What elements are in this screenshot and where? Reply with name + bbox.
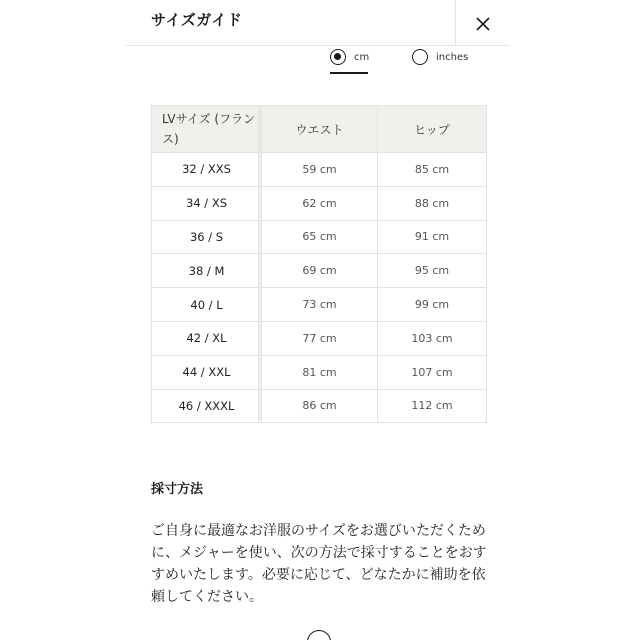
modal-header bbox=[125, 0, 510, 46]
circle-icon[interactable] bbox=[307, 630, 331, 640]
waist-cell: 62 cm bbox=[262, 186, 378, 220]
hip-cell: 99 cm bbox=[378, 288, 487, 322]
header-size: LVサイズ (フランス) bbox=[152, 106, 262, 153]
header-hip: ヒップ bbox=[378, 106, 487, 153]
hip-cell: 103 cm bbox=[378, 321, 487, 355]
page-title: サイズガイド bbox=[151, 11, 243, 29]
size-cell: 44 / XXL bbox=[152, 355, 262, 389]
table-row bbox=[152, 220, 487, 254]
size-cell: 38 / M bbox=[152, 254, 262, 288]
header-divider bbox=[455, 0, 456, 46]
selected-underline bbox=[330, 72, 368, 74]
unit-option-inches[interactable] bbox=[412, 48, 472, 74]
hip-cell: 95 cm bbox=[378, 254, 487, 288]
close-button[interactable] bbox=[465, 6, 501, 42]
table-row bbox=[152, 389, 487, 423]
table-row bbox=[152, 355, 487, 389]
hip-cell: 88 cm bbox=[378, 186, 487, 220]
unit-option-cm[interactable] bbox=[330, 48, 368, 74]
waist-cell: 77 cm bbox=[262, 321, 378, 355]
table-row bbox=[152, 321, 487, 355]
size-cell: 40 / L bbox=[152, 288, 262, 322]
waist-cell: 86 cm bbox=[262, 389, 378, 423]
table-header-row bbox=[152, 106, 487, 153]
hip-cell: 91 cm bbox=[378, 220, 487, 254]
size-table bbox=[151, 105, 487, 423]
waist-cell: 81 cm bbox=[262, 355, 378, 389]
radio-checked-icon[interactable] bbox=[330, 49, 346, 65]
unit-label-cm: cm bbox=[354, 52, 370, 63]
unit-label-inches: inches bbox=[436, 52, 469, 63]
size-cell: 42 / XL bbox=[152, 321, 262, 355]
size-cell: 34 / XS bbox=[152, 186, 262, 220]
waist-cell: 73 cm bbox=[262, 288, 378, 322]
size-cell: 32 / XXS bbox=[152, 153, 262, 187]
table-row bbox=[152, 254, 487, 288]
measure-section-title: 採寸方法 bbox=[151, 482, 204, 497]
sticky-column-shadow bbox=[258, 105, 263, 421]
close-icon bbox=[476, 17, 490, 31]
radio-unchecked-icon[interactable] bbox=[412, 49, 428, 65]
hip-cell: 107 cm bbox=[378, 355, 487, 389]
waist-cell: 65 cm bbox=[262, 220, 378, 254]
header-waist: ウエスト bbox=[262, 106, 378, 153]
hip-cell: 85 cm bbox=[378, 153, 487, 187]
table-row bbox=[152, 153, 487, 187]
size-cell: 36 / S bbox=[152, 220, 262, 254]
table-row bbox=[152, 288, 487, 322]
table-row bbox=[152, 186, 487, 220]
measure-description: ご自身に最適なお洋服のサイズをお選びいただくために、メジャーを使い、次の方法で採寸することをおすすめいたします。必要に応じて、どなたかに補助を依頼してください。 bbox=[151, 523, 487, 605]
hip-cell: 112 cm bbox=[378, 389, 487, 423]
waist-cell: 59 cm bbox=[262, 153, 378, 187]
size-cell: 46 / XXXL bbox=[152, 389, 262, 423]
waist-cell: 69 cm bbox=[262, 254, 378, 288]
